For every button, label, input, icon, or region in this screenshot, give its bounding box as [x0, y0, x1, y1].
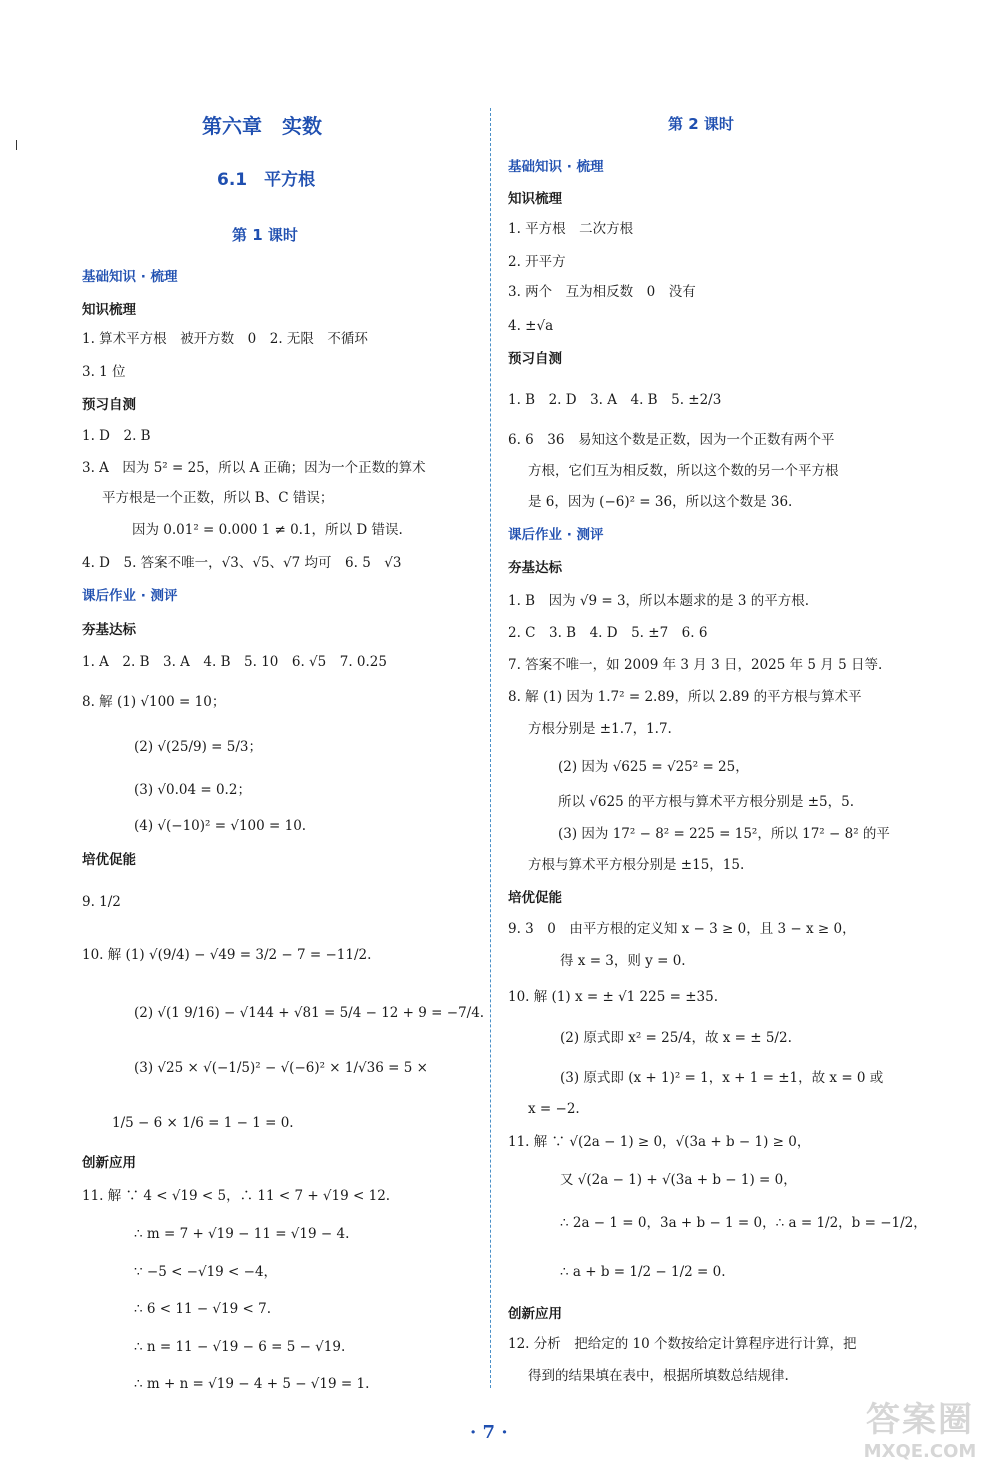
answer-line: 方根，它们互为相反数，所以这个数的另一个平方根 — [528, 463, 839, 479]
answer-line: ∴ m + n = √19 − 4 + 5 − √19 = 1. — [134, 1376, 370, 1392]
heading-knowledge-review: 知识梳理 — [508, 191, 562, 207]
answer-line: 得到的结果填在表中，根据所填数总结规律. — [528, 1368, 789, 1384]
left-column — [82, 0, 485, 1476]
heading-preview-test: 预习自测 — [82, 397, 136, 413]
answer-line: (2) 原式即 x² = 25/4，故 x = ± 5/2. — [560, 1030, 792, 1046]
answer-line: 12. 分析 把给定的 10 个数按给定计算程序进行计算，把 — [508, 1336, 857, 1352]
answer-line: 得 x = 3，则 y = 0. — [560, 953, 686, 969]
answer-line: 8. 解 (1) √100 = 10； — [82, 694, 226, 710]
heading-knowledge-review: 知识梳理 — [82, 302, 136, 318]
answer-line: 2. C 3. B 4. D 5. ±7 6. 6 — [508, 625, 708, 641]
answer-line: 7. 答案不唯一，如 2009 年 3 月 3 日，2025 年 5 月 5 日等. — [508, 657, 883, 673]
answer-line: ∴ m = 7 + √19 − 11 = √19 − 4. — [134, 1226, 350, 1242]
answer-line: 9. 3 0 由平方根的定义知 x − 3 ≥ 0，且 3 − x ≥ 0， — [508, 921, 856, 937]
answer-line: ∴ 6 < 11 − √19 < 7. — [134, 1301, 271, 1317]
heading-enhance: 培优促能 — [508, 890, 562, 906]
answer-line: 平方根是一个正数，所以 B、C 错误； — [102, 490, 334, 506]
answer-line: 9. 1/2 — [82, 894, 121, 910]
answer-line: 方根与算术平方根分别是 ±15，15. — [528, 857, 745, 873]
answer-line: ∴ a + b = 1/2 − 1/2 = 0. — [560, 1264, 726, 1280]
column-divider — [490, 108, 491, 1388]
answer-line: 10. 解 (1) x = ± √1 225 = ±35. — [508, 989, 719, 1005]
answer-line: 6. 6 36 易知这个数是正数，因为一个正数有两个平 — [508, 432, 835, 448]
heading-consolidate: 夯基达标 — [82, 622, 136, 638]
answer-line: 1. B 2. D 3. A 4. B 5. ±2/3 — [508, 392, 722, 408]
answer-line: 因为 0.01² = 0.000 1 ≠ 0.1，所以 D 错误. — [132, 522, 403, 538]
answer-line: 11. 解 ∵ √(2a − 1) ≥ 0，√(3a + b − 1) ≥ 0， — [508, 1134, 811, 1150]
answer-line: 3. 两个 互为相反数 0 没有 — [508, 284, 696, 300]
heading-enhance: 培优促能 — [82, 852, 136, 868]
heading-basic-knowledge: 基础知识 · 梳理 — [508, 159, 604, 175]
answer-line: 1. 算术平方根 被开方数 0 2. 无限 不循环 — [82, 331, 368, 347]
watermark-logo — [860, 1392, 980, 1462]
heading-homework: 课后作业 · 测评 — [82, 588, 178, 604]
answer-line: 是 6，因为 (−6)² = 36，所以这个数是 36. — [528, 494, 793, 510]
answer-line: (2) √(25/9) = 5/3； — [134, 739, 262, 755]
answer-line: ∵ −5 < −√19 < −4， — [134, 1264, 278, 1280]
answer-line: 1. D 2. B — [82, 428, 151, 444]
lesson-title: 第 2 课时 — [668, 115, 734, 133]
answer-line: (2) √(1 9/16) − √144 + √81 = 5/4 − 12 + 9 = −7/4. — [134, 1005, 485, 1021]
heading-preview-test: 预习自测 — [508, 351, 562, 367]
answer-line: (3) 因为 17² − 8² = 225 = 15²，所以 17² − 8² 的平 — [558, 826, 890, 842]
section-title: 6.1 平方根 — [217, 170, 316, 190]
answer-line: 4. ±√a — [508, 318, 554, 334]
margin-mark — [16, 140, 17, 150]
answer-line: 11. 解 ∵ 4 < √19 < 5，∴ 11 < 7 + √19 < 12. — [82, 1188, 391, 1204]
answer-line: 所以 √625 的平方根与算术平方根分别是 ±5，5. — [558, 794, 855, 810]
answer-line: (4) √(−10)² = √100 = 10. — [134, 818, 307, 834]
answer-line: 8. 解 (1) 因为 1.7² = 2.89，所以 2.89 的平方根与算术平 — [508, 689, 862, 705]
answer-line: 方根分别是 ±1.7，1.7. — [528, 721, 672, 737]
answer-line: 4. D 5. 答案不唯一，√3、√5、√7 均可 6. 5 √3 — [82, 555, 402, 571]
watermark-text: 答案圈 — [866, 1400, 974, 1440]
answer-line: x = −2. — [528, 1101, 580, 1117]
answer-line: 3. A 因为 5² = 25，所以 A 正确；因为一个正数的算术 — [82, 460, 426, 476]
watermark-url: MXQE.COM — [863, 1441, 977, 1462]
answer-line: 2. 开平方 — [508, 254, 566, 270]
heading-consolidate: 夯基达标 — [508, 560, 562, 576]
answer-line: 10. 解 (1) √(9/4) − √49 = 3/2 − 7 = −11/2. — [82, 947, 372, 963]
answer-line: 3. 1 位 — [82, 364, 126, 380]
answer-line: (2) 因为 √625 = √25² = 25， — [558, 759, 749, 775]
answer-line: (3) 原式即 (x + 1)² = 1，x + 1 = ±1，故 x = 0 或 — [560, 1070, 884, 1086]
heading-basic-knowledge: 基础知识 · 梳理 — [82, 269, 178, 285]
answer-line: 1. B 因为 √9 = 3，所以本题求的是 3 的平方根. — [508, 593, 810, 609]
answer-line: ∴ 2a − 1 = 0，3a + b − 1 = 0，∴ a = 1/2，b = −1/2， — [560, 1215, 927, 1231]
heading-innovation: 创新应用 — [508, 1306, 562, 1322]
answer-line: ∴ n = 11 − √19 − 6 = 5 − √19. — [134, 1339, 346, 1355]
heading-homework: 课后作业 · 测评 — [508, 527, 604, 543]
answer-line: 又 √(2a − 1) + √(3a + b − 1) = 0， — [560, 1172, 797, 1188]
answer-line: 1. A 2. B 3. A 4. B 5. 10 6. √5 7. 0.25 — [82, 654, 387, 670]
answer-line: (3) √25 × √(−1/5)² − √(−6)² × 1/√36 = 5 × — [134, 1060, 428, 1076]
heading-innovation: 创新应用 — [82, 1155, 136, 1171]
answer-line: (3) √0.04 = 0.2； — [134, 782, 251, 798]
page-number: · 7 · — [470, 1422, 508, 1443]
lesson-title: 第 1 课时 — [232, 226, 298, 244]
answer-line: 1. 平方根 二次方根 — [508, 221, 634, 237]
answer-line: 1/5 − 6 × 1/6 = 1 − 1 = 0. — [112, 1115, 294, 1131]
chapter-title: 第六章 实数 — [202, 114, 322, 138]
